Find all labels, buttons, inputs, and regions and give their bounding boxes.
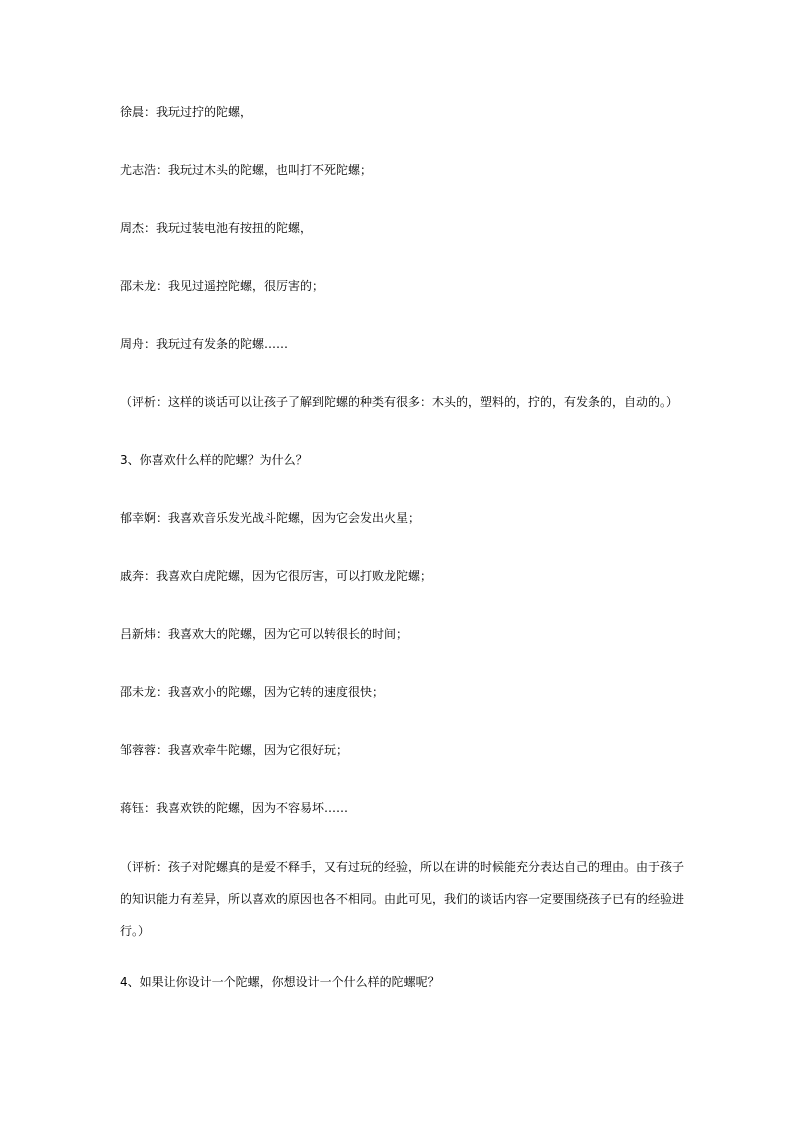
dialogue-line: 蒋钰：我喜欢铁的陀螺，因为不容易坏……: [120, 801, 349, 815]
dialogue-line: 尤志浩：我玩过木头的陀螺，也叫打不死陀螺；: [120, 163, 373, 177]
dialogue-line: 周舟：我玩过有发条的陀螺……: [120, 337, 289, 351]
dialogue-line: 吕新炜：我喜欢大的陀螺，因为它可以转很长的时间；: [120, 627, 409, 641]
comment-line: （评析：这样的谈话可以让孩子了解到陀螺的种类有很多：木头的，塑料的，拧的，有发条的，自动的。）: [120, 395, 679, 409]
question-heading: 3、你喜欢什么样的陀螺？为什么？: [120, 453, 308, 467]
dialogue-line: 周杰：我玩过装电池有按扭的陀螺，: [120, 221, 313, 235]
comment-paragraph: （评析：孩子对陀螺真的是爱不释手，又有过玩的经验，所以在讲的时候能充分表达自己的理由。由于孩子的知识能力有差异，所以喜欢的原因也各不相同。由此可见，我们的谈话内容一定要围绕孩子已有的经验进行。）: [120, 860, 685, 938]
dialogue-line: 邹蓉蓉：我喜欢牵牛陀螺，因为它很好玩；: [120, 743, 349, 757]
dialogue-line: 戚奔：我喜欢白虎陀螺，因为它很厉害，可以打败龙陀螺；: [120, 569, 433, 583]
dialogue-line: 邵未龙：我喜欢小的陀螺，因为它转的速度很快；: [120, 685, 385, 699]
dialogue-line: 徐晨：我玩过拧的陀螺，: [120, 105, 253, 119]
dialogue-line: 邵未龙：我见过遥控陀螺，很厉害的；: [120, 279, 325, 293]
dialogue-line: 郁幸婀：我喜欢音乐发光战斗陀螺，因为它会发出火星；: [120, 511, 421, 525]
question-heading: 4、如果让你设计一个陀螺，你想设计一个什么样的陀螺呢？: [120, 975, 440, 989]
